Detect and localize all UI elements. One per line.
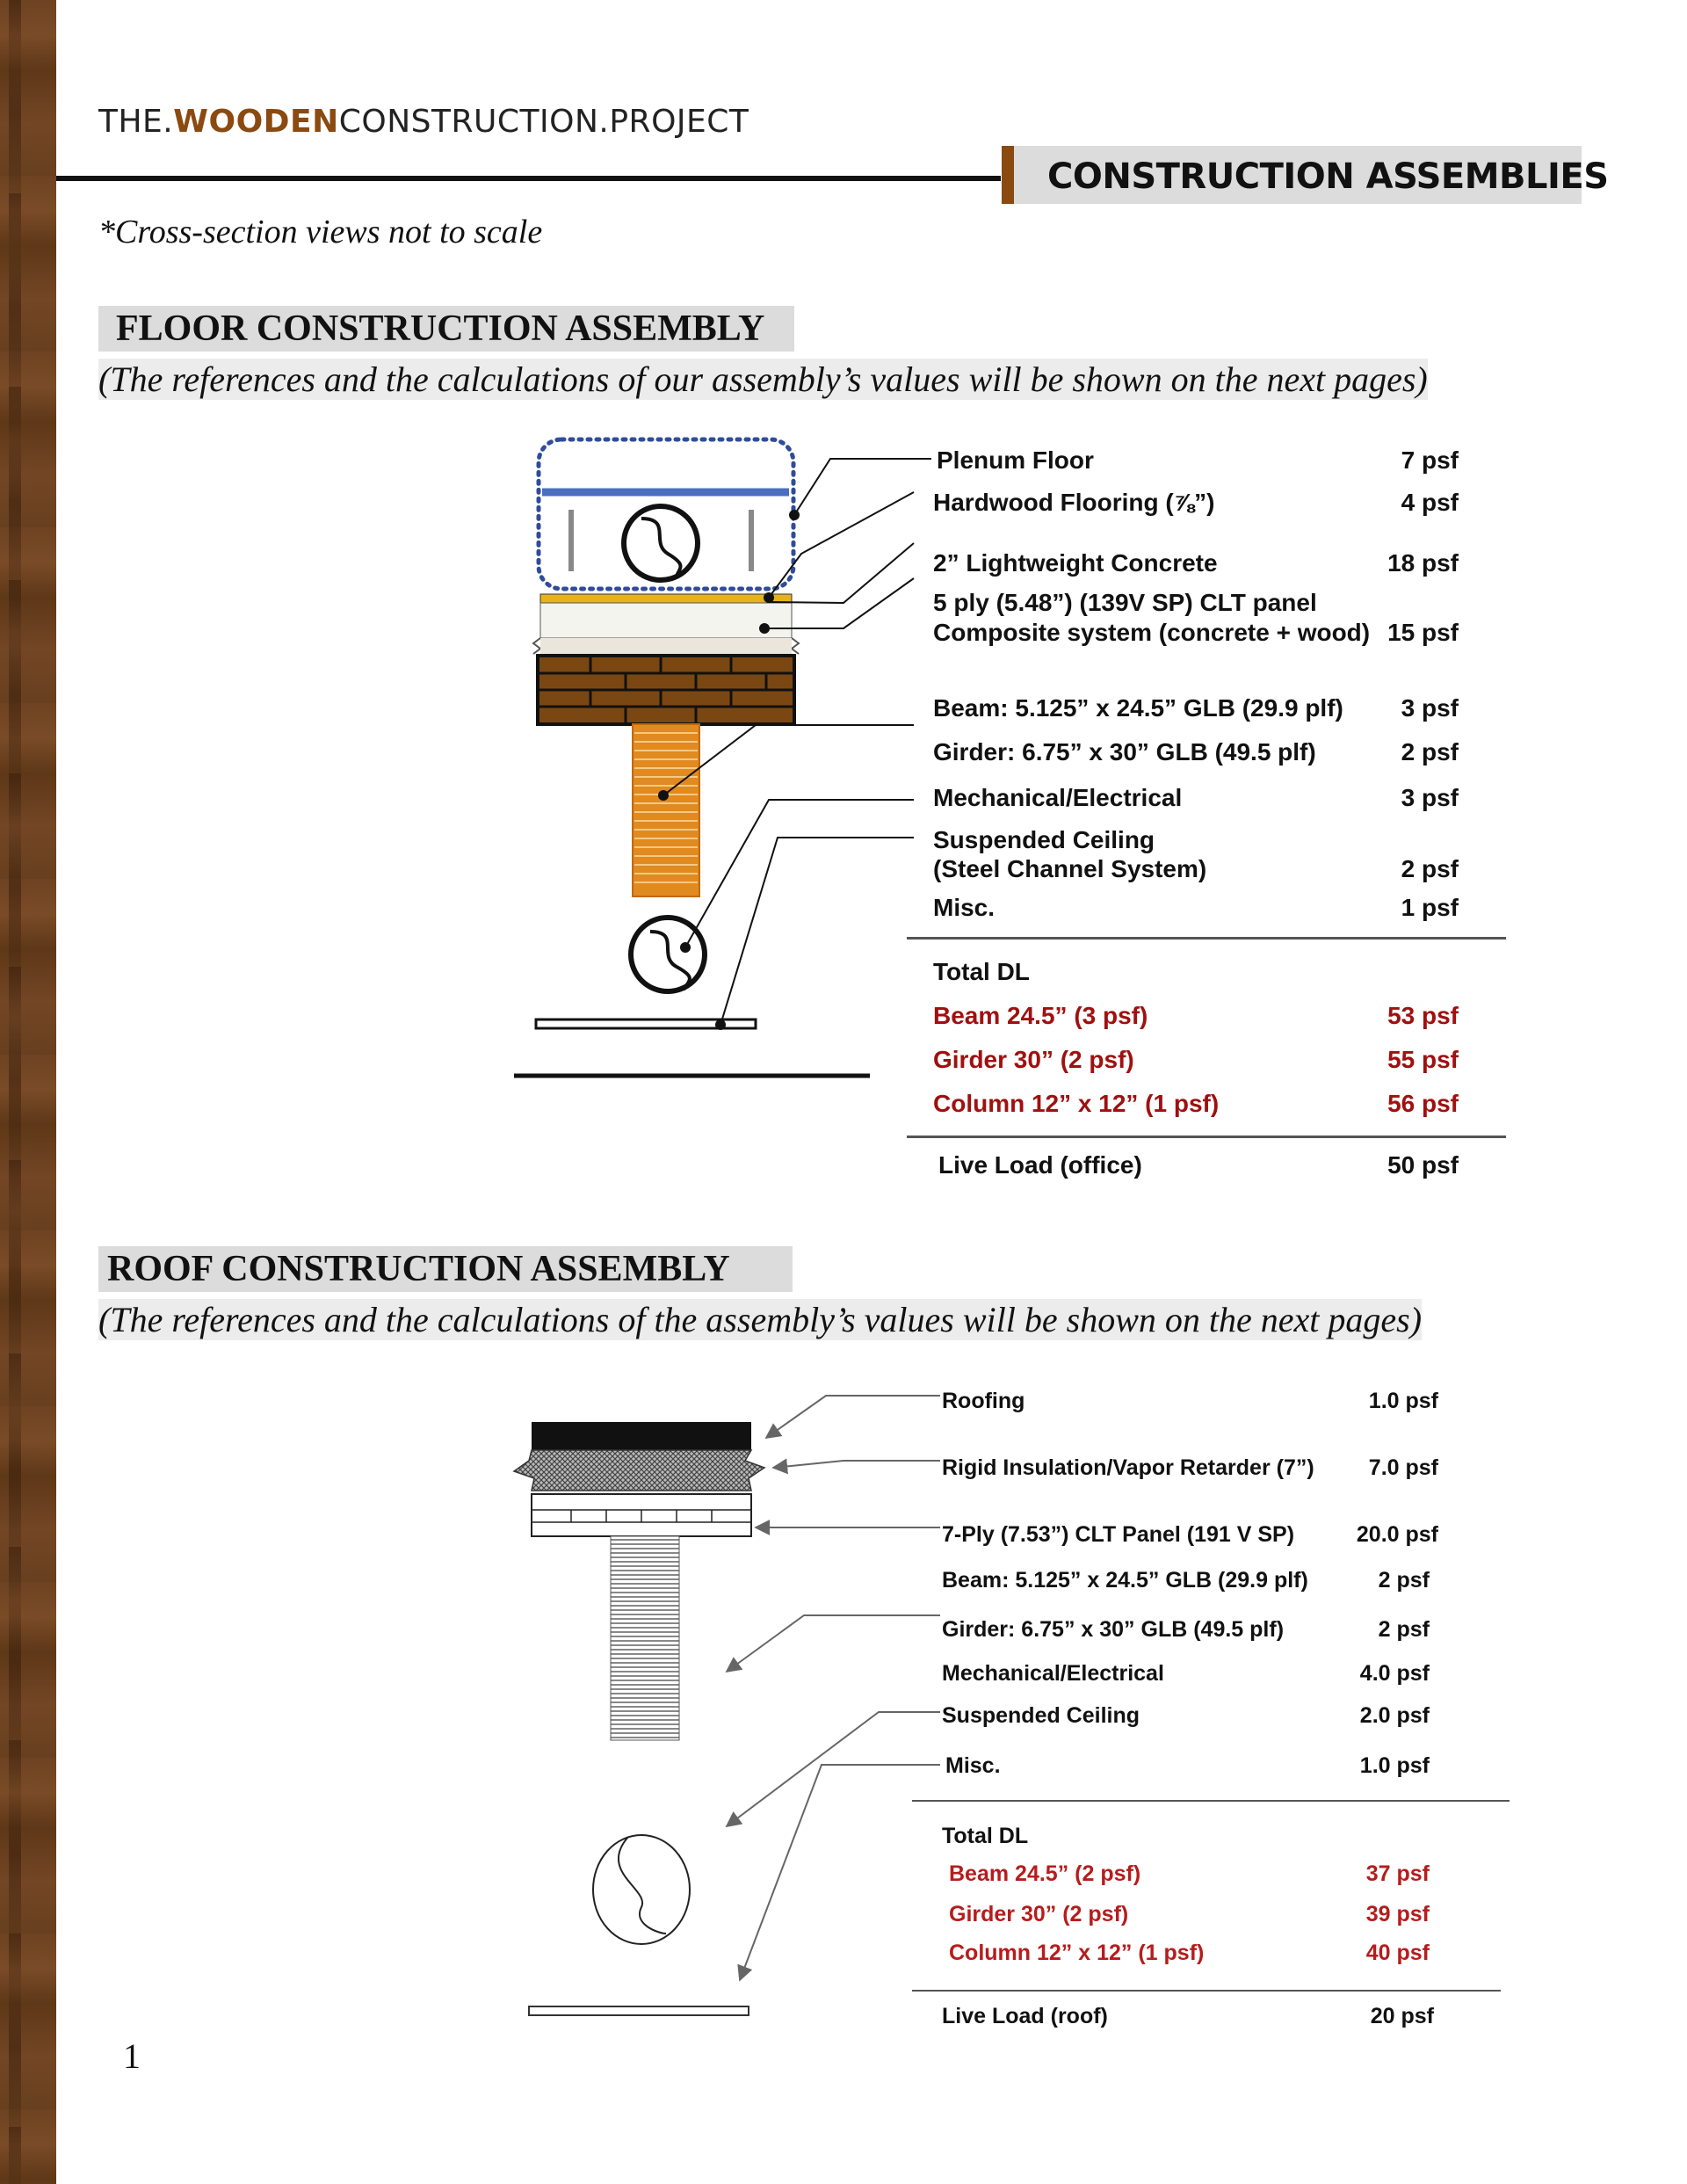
section-tag-title: CONSTRUCTION ASSEMBLIES bbox=[1047, 156, 1609, 197]
floor-section-title: FLOOR CONSTRUCTION ASSEMBLY bbox=[98, 306, 794, 352]
section-tag-accent bbox=[1002, 146, 1014, 204]
brand-header: THE.WOODENCONSTRUCTION.PROJECT bbox=[98, 104, 749, 140]
roofing-layer bbox=[532, 1422, 751, 1450]
roof-section-subtitle: (The references and the calculations of the assembly’s values will be shown on the next pages) bbox=[98, 1300, 1423, 1339]
roof-live-load-row: Live Load (roof) 20 psf bbox=[942, 2004, 1434, 2028]
roof-section-title: ROOF CONSTRUCTION ASSEMBLY bbox=[98, 1246, 793, 1292]
divider bbox=[907, 937, 1506, 940]
floor-section-subtitle: (The references and the calculations of our assembly’s values will be shown on the next pages) bbox=[98, 359, 1428, 399]
divider bbox=[907, 1136, 1506, 1138]
glb-beam-roof bbox=[611, 1536, 679, 1740]
floor-assembly-diagram bbox=[510, 431, 967, 1090]
plenum-outline bbox=[539, 439, 793, 589]
roof-load-table: Roofing 1.0 psf Rigid Insulation/Vapor Retarder (7”) 7.0 psf 7-Ply (7.53”) CLT Panel (191 V SP) 20.0 psf Beam: 5.125” x 24.5” GLB (29.9 plf) 2 psf Girder: 6.75” x 30” GLB (49.5 plf) 2 psf Mechanical/Electrical 4.0 psf Suspended Ceiling 2.0 psf Misc. 1.0 psf Total DL Beam 24.5” (2 psf) 37 psf Girder 30” (2 psf) 39 psf Column 12” x 12” (1 psf) 40 psf bbox=[942, 1380, 1504, 2030]
header-rule bbox=[56, 176, 1001, 181]
suspended-ceiling-roof bbox=[529, 2006, 749, 2015]
roof-assembly-diagram bbox=[510, 1380, 967, 2030]
wood-border bbox=[0, 0, 56, 2184]
scale-note: *Cross-section views not to scale bbox=[98, 214, 543, 250]
divider bbox=[912, 1800, 1510, 1802]
divider bbox=[912, 1990, 1501, 1992]
rigid-insulation-layer bbox=[514, 1450, 764, 1491]
page-number: 1 bbox=[123, 2036, 141, 2076]
section-tag bbox=[1002, 146, 1609, 204]
floor-load-table: Plenum Floor 7 psf Hardwood Flooring (⅞”) 4 psf 2” Lightweight Concrete 18 psf 5 ply (5.48”) (139V SP) CLT panel Composite system (concrete + wood) 15 psf Beam: 5.125” x 24.5” GLB (29.9 plf) 3 psf Girder: 6.75” x 30” GLB (49.5 plf) 2 psf Mechanical/Electrical 3 psf Suspended Ceiling (Steel Channel System) 2 psf Misc. 1 psf Total DL Beam 24.5” (3 psf) 53 psf Girder 30” (2 psf) 55 psf Column 12” x 12” (1 psf) 56 psf Live Load (office) 50 psf bbox=[933, 439, 1504, 1195]
mechanical-duct-symbol-roof bbox=[593, 1835, 690, 1944]
